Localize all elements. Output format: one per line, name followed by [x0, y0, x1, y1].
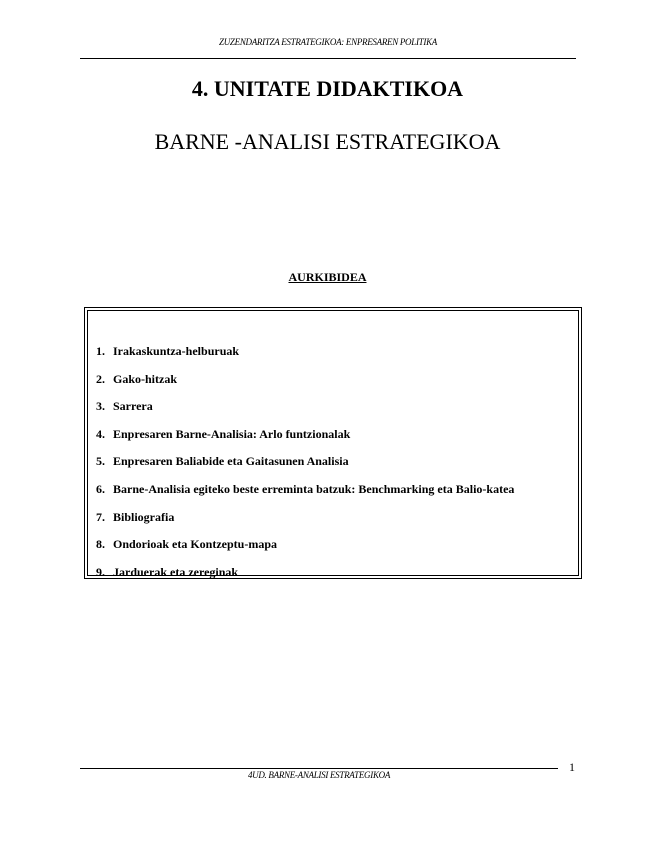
- item-number: 7.: [96, 509, 105, 524]
- list-item: [96, 454, 514, 482]
- item-label: Enpresaren Barne-Analisia: Arlo funtzionalak: [113, 426, 351, 441]
- item-number: 8.: [96, 537, 105, 552]
- item-label: Barne-Analisia egiteko beste erreminta batzuk: Benchmarking eta Balio-katea: [113, 481, 515, 496]
- list-item: [96, 399, 514, 427]
- item-number: 4.: [96, 426, 105, 441]
- item-label: Jarduerak eta zereginak: [113, 564, 239, 579]
- item-number: 3.: [96, 399, 105, 414]
- subject-title: BARNE -ANALISI ESTRATEGIKOA: [154, 129, 501, 154]
- item-label: Bibliografia: [113, 509, 175, 524]
- item-label: Irakaskuntza-helburuak: [113, 344, 240, 358]
- unit-title: 4. UNITATE DIDAKTIKOA: [191, 76, 464, 101]
- item-number: 2.: [96, 371, 105, 386]
- list-item: [96, 427, 514, 455]
- header-rule: [80, 58, 576, 59]
- page-number: 1: [569, 760, 575, 774]
- list-item: [96, 344, 514, 372]
- item-label: Sarrera: [113, 399, 153, 414]
- item-number: 5.: [96, 454, 105, 469]
- list-item: [96, 565, 514, 593]
- item-label: Ondorioak eta Kontzeptu-mapa: [113, 537, 278, 552]
- list-item: [96, 510, 514, 538]
- list-item: [96, 482, 514, 510]
- index-list: [96, 344, 514, 592]
- list-item: [96, 372, 514, 400]
- item-number: 1.: [96, 344, 105, 358]
- item-number: 6.: [96, 481, 105, 496]
- item-label: Gako-hitzak: [113, 371, 178, 386]
- running-footer: 4UD. BARNE-ANALISI ESTRATEGIKOA: [247, 770, 391, 780]
- footer-rule: [80, 768, 558, 769]
- index-heading: AURKIBIDEA: [288, 270, 367, 284]
- item-number: 9.: [96, 564, 105, 579]
- list-item: [96, 537, 514, 565]
- item-label: Enpresaren Baliabide eta Gaitasunen Analisia: [113, 454, 349, 469]
- running-header: ZUZENDARITZA ESTRATEGIKOA: ENPRESAREN POLITIKA: [219, 37, 437, 47]
